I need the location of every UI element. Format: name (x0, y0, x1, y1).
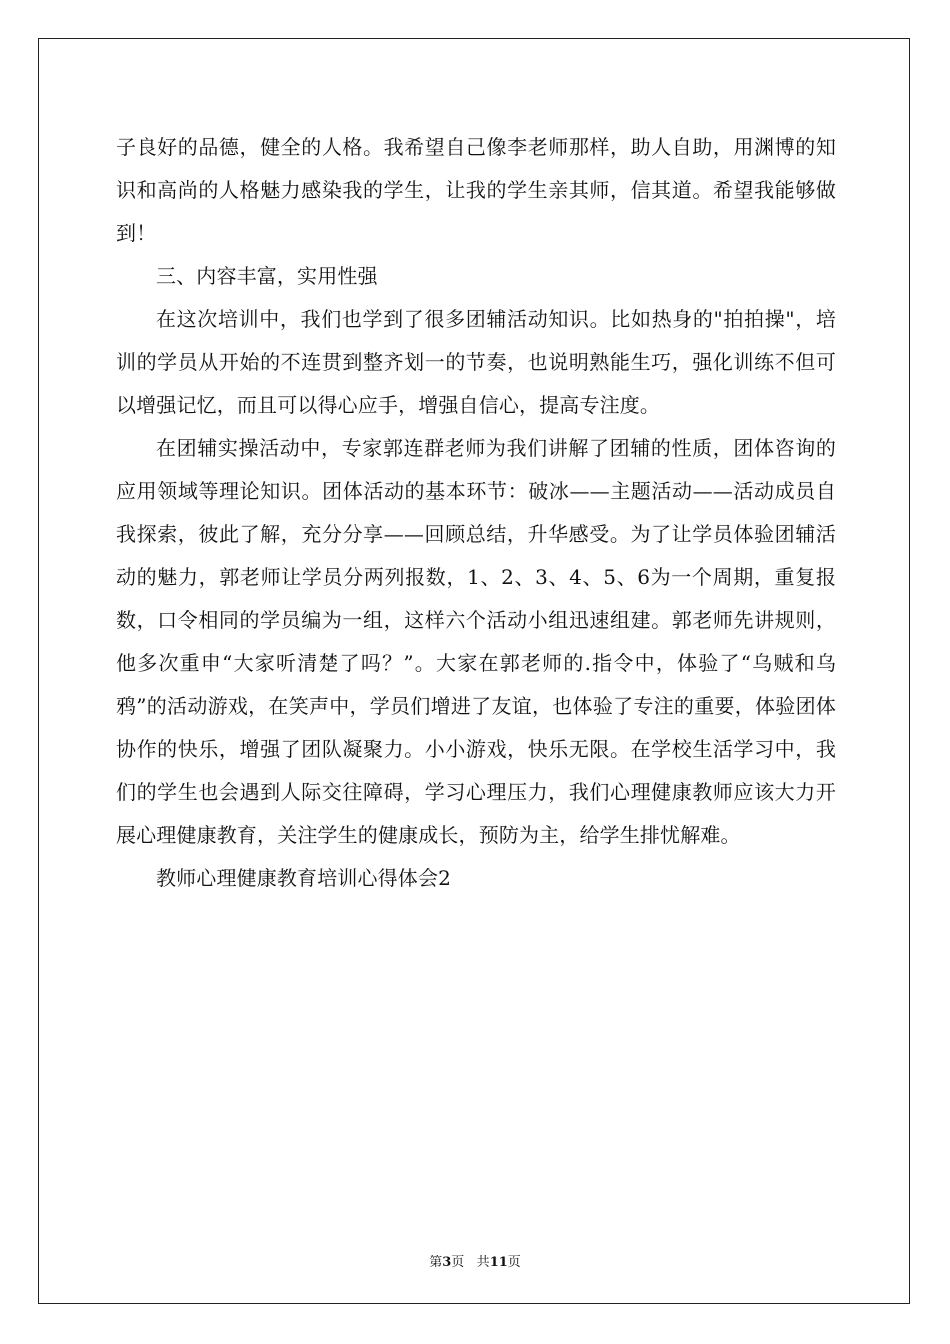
page-number: 3 (442, 1255, 452, 1270)
document-body (116, 126, 836, 900)
paragraph: 子良好的品德，健全的人格。我希望自己像李老师那样，助人自助，用渊博的知识和高尚的人格魅力感染我的学生，让我的学生亲其师，信其道。希望我能够做到！ (116, 135, 836, 245)
page-label-suffix: 页 (451, 1255, 465, 1270)
paragraph: 在这次培训中，我们也学到了很多团辅活动知识。比如热身的"拍拍操"，培训的学员从开始的不连贯到整齐划一的节奏，也说明熟能生巧，强化训练不但可以增强记忆，而且可以得心应手，增强自信心，提高专注度。 (116, 307, 836, 417)
page-label-prefix: 第 (429, 1255, 443, 1270)
total-pages: 11 (489, 1255, 508, 1270)
page-footer (0, 1251, 950, 1270)
section-heading: 三、内容丰富，实用性强 (156, 264, 378, 288)
total-prefix: 共 (476, 1255, 490, 1270)
paragraph: 在团辅实操活动中，专家郭连群老师为我们讲解了团辅的性质，团体咨询的应用领域等理论知识。团体活动的基本环节：破冰——主题活动——活动成员自我探索，彼此了解，充分分享——回顾总结，升华感受。为了让学员体验团辅活动的魅力，郭老师让学员分两列报数，1、2、3、4、5、6为一个周期，重复报数，口令相同的学员编为一组，这样六个活动小组迅速组建。郭老师先讲规则，他多次重申“大家听清楚了吗？”。大家在郭老师的.指令中，体验了“乌贼和乌鸦”的活动游戏，在笑声中，学员们增进了友谊，也体验了专注的重要，体验团体协作的快乐，增强了团队凝聚力。小小游戏，快乐无限。在学校生活学习中，我们的学生也会遇到人际交往障碍，学习心理压力，我们心理健康教师应该大力开展心理健康教育，关注学生的健康成长，预防为主，给学生排忧解难。 (116, 436, 836, 847)
total-suffix: 页 (507, 1255, 521, 1270)
next-article-title: 教师心理健康教育培训心得体会2 (156, 866, 451, 890)
